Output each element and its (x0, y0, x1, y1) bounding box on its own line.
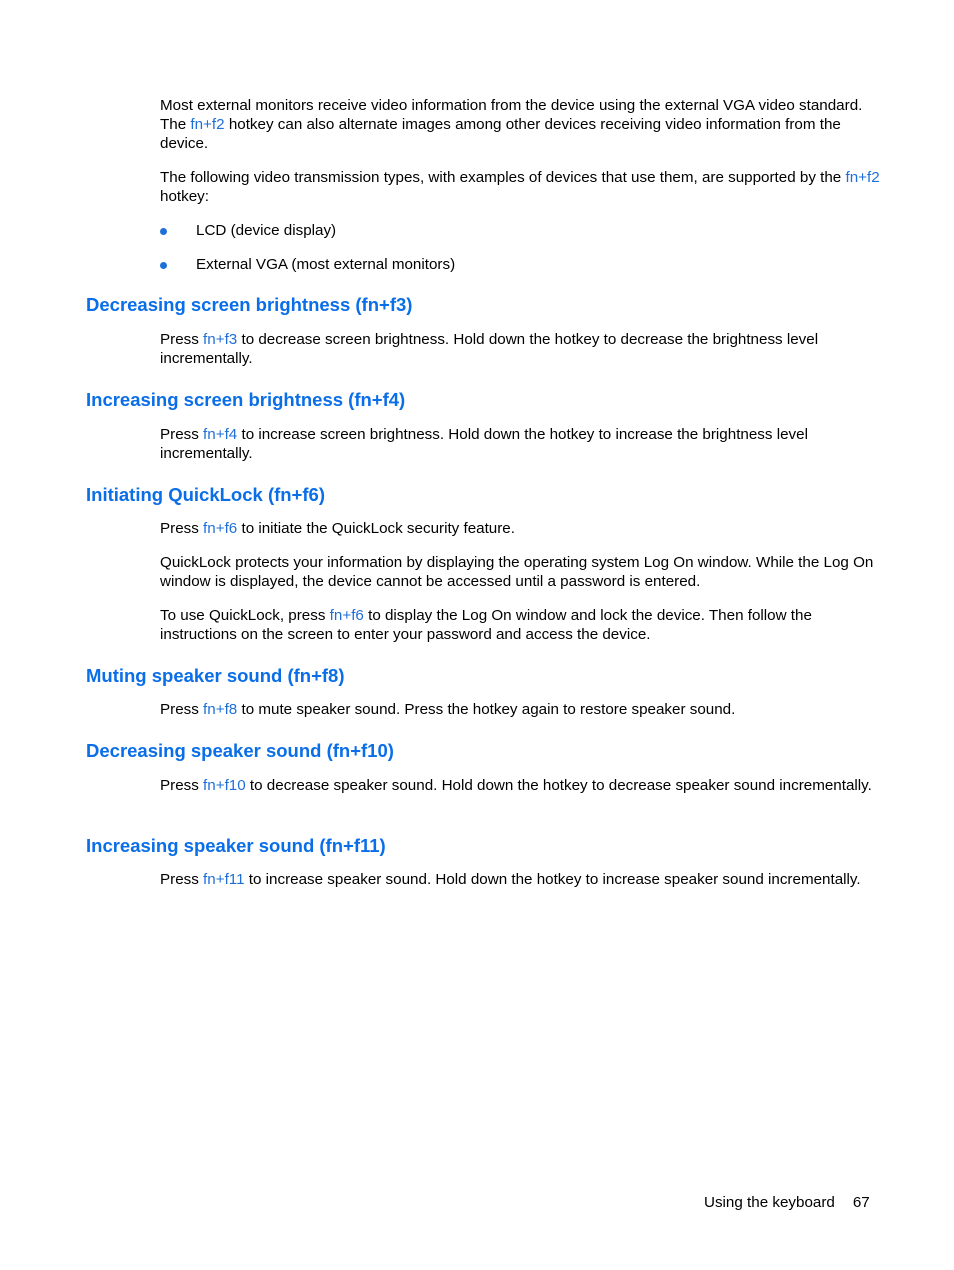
section-heading: Initiating QuickLock (fn+f6) (86, 484, 325, 505)
text-run: Press (160, 331, 204, 348)
bullet-icon (160, 228, 167, 235)
hotkey-text: fn+f3 (203, 331, 238, 348)
hotkey-text: fn+f10 (203, 777, 246, 794)
section-paragraph (160, 700, 884, 719)
section-paragraph (160, 870, 884, 889)
text-run: hotkey: (160, 188, 209, 205)
text-run: to mute speaker sound. Press the hotkey again to restore speaker sound. (237, 701, 736, 718)
hotkey-text: fn+f2 (845, 169, 880, 186)
section-paragraph (160, 553, 884, 591)
text-run: to decrease speaker sound. Hold down the hotkey to decrease speaker sound incrementally. (245, 777, 872, 794)
text-run: Press (160, 426, 204, 443)
hotkey-text: fn+f4 (203, 426, 238, 443)
footer-section-title: Using the keyboard (704, 1194, 835, 1211)
section-heading: Muting speaker sound (fn+f8) (86, 665, 345, 686)
text-run: hotkey can also alternate images among other devices receiving video information from the device. (160, 116, 841, 152)
section-heading: Increasing speaker sound (fn+f11) (86, 835, 386, 856)
text-run: Most external monitors receive video information from the device using the external VGA video standard. The (160, 97, 863, 133)
intro-paragraph-2 (160, 168, 884, 206)
page-number: 67 (852, 1194, 870, 1211)
section-paragraph (160, 776, 884, 795)
hotkey-text: fn+f11 (203, 871, 245, 888)
section-heading: Decreasing speaker sound (fn+f10) (86, 740, 394, 761)
text-run: to initiate the QuickLock security feature. (237, 520, 515, 537)
bullet-text: External VGA (most external monitors) (196, 256, 456, 273)
section-heading: Increasing screen brightness (fn+f4) (86, 389, 406, 410)
section-heading: Decreasing screen brightness (fn+f3) (86, 294, 413, 315)
text-run: Press (160, 701, 204, 718)
hotkey-text: fn+f8 (203, 701, 238, 718)
text-run: to increase screen brightness. Hold down the hotkey to increase the brightness level incrementally. (160, 426, 808, 462)
text-run: To use QuickLock, press (160, 607, 330, 624)
section-paragraph (160, 519, 884, 538)
text-run: The following video transmission types, with examples of devices that use them, are supported by the (160, 169, 846, 186)
intro-paragraph-1 (160, 96, 884, 153)
section-paragraph (160, 425, 884, 463)
text-run: Press (160, 520, 204, 537)
section-paragraph (160, 606, 884, 644)
bullet-icon (160, 262, 167, 269)
text-run: to increase speaker sound. Hold down the hotkey to increase speaker sound incrementally. (244, 871, 861, 888)
hotkey-text: fn+f6 (203, 520, 238, 537)
text-run: QuickLock protects your information by displaying the operating system Log On window. While the Log On window is displayed, the device cannot be accessed until a password is entered. (160, 554, 874, 590)
bullet-text: LCD (device display) (196, 222, 337, 239)
section-paragraph (160, 330, 884, 368)
hotkey-text: fn+f2 (190, 116, 225, 133)
text-run: Press (160, 871, 204, 888)
text-run: to display the Log On window and lock the device. Then follow the instructions on the screen to enter your password and access the device. (160, 607, 812, 643)
hotkey-text: fn+f6 (329, 607, 364, 624)
text-run: to decrease screen brightness. Hold down the hotkey to decrease the brightness level incrementally. (160, 331, 819, 367)
text-run: Press (160, 777, 204, 794)
page-footer (704, 1193, 870, 1212)
